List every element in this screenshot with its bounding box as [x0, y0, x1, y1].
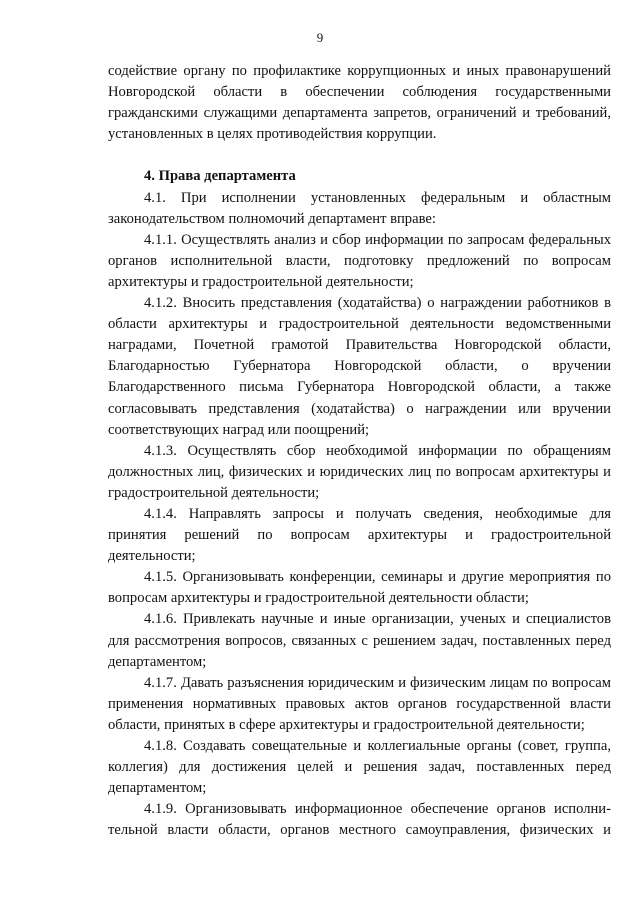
item-4-1-1: 4.1.1. Осуществлять анализ и сбор информации по запросам федеральных органов исполнительной власти, подготовку предложений по вопросам архитектуры и градостроительной деятельности;	[108, 231, 611, 290]
section-heading: 4. Права департамента	[144, 168, 296, 185]
item-4-1-3: 4.1.3. Осуществлять сбор необходимой информации по обращениям должностных лиц, физических и юридических лиц по вопросам архитектуры и градостроительной деятельности;	[108, 442, 611, 501]
document-body	[108, 61, 611, 841]
item-4-1-9: 4.1.9. Организовывать информационное обеспечение органов исполнительной власти области, органов местного самоуправления, физических и	[108, 801, 611, 839]
page-number: 9	[316, 30, 324, 45]
item-4-1-4: 4.1.4. Направлять запросы и получать сведения, необходимые для принятия решений по вопросам архитектуры и градостроительной деятельности;	[108, 505, 611, 565]
item-4-1-8: 4.1.8. Создавать совещательные и коллегиальные органы (совет, группа, коллегия) для достижения целей и решения задач, поставленных перед департаментом;	[108, 738, 611, 797]
item-4-1-5: 4.1.5. Организовывать конференции, семинары и другие мероприятия по вопросам архитектуры и градостроительной деятельности области;	[108, 569, 611, 607]
intro-paragraph: содействие органу по профилактике коррупционных и иных правонарушений Новгородской области в обеспечении соблюдения государственными гражданскими служащими департамента запретов, ограничений и требований, установленных в целях противодействия коррупции.	[108, 63, 611, 143]
section-lead-paragraph: 4.1. При исполнении установленных федеральным и областным законодательством полномочий департамент вправе:	[108, 189, 611, 227]
item-4-1-6: 4.1.6. Привлекать научные и иные организации, ученых и специалистов для рассмотрения вопросов, связанных с решением задач, поставленных перед департаментом;	[108, 611, 611, 670]
item-4-1-2: 4.1.2. Вносить представления (ходатайства) о награждении работников в области архитектуры и градостроительной деятельности ведомственными наградами, Почетной грамотой Правительства Новгородской области, Благодарностью Губернатора Новгородской области, о вручении Благодарственного письма Губернатора Новгородской области, а также согласовывать представления (ходатайства) о награждении или вручении соответствующих наград или поощрений;	[108, 295, 611, 438]
item-4-1-7: 4.1.7. Давать разъяснения юридическим и физическим лицам по вопросам применения нормативных правовых актов органов государственной власти области, принятых в сфере архитектуры и градостроительной деятельности;	[108, 674, 611, 733]
